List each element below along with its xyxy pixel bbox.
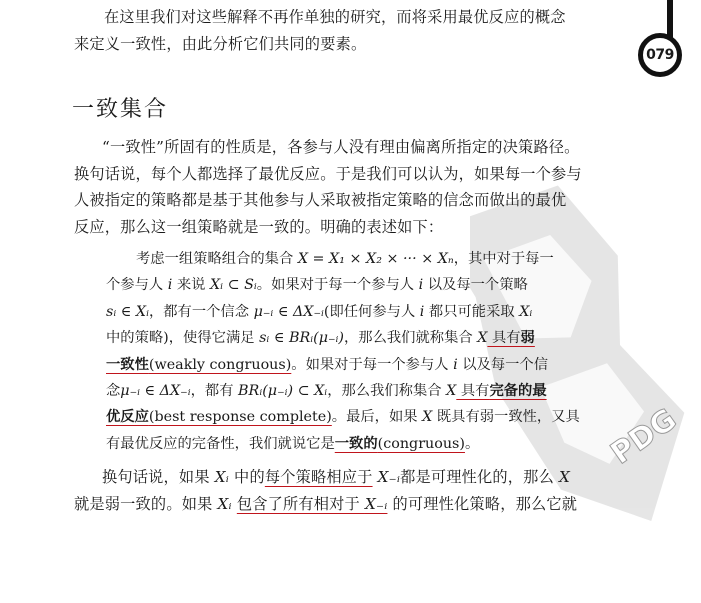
intro-paragraph: [74, 4, 624, 57]
term-weak: 弱: [520, 330, 535, 347]
intro-line-2: 来定义一致性，由此分析它们共同的要素。: [74, 34, 367, 53]
def-math: X: [477, 330, 488, 347]
para2-text: 都是可理性化的，那么: [400, 468, 559, 486]
def-text: 以及每一个信: [457, 356, 549, 373]
para2-math: X: [558, 468, 570, 486]
def-math: X: [446, 383, 457, 400]
term-weakly-congruous: 一致性: [106, 356, 149, 373]
para2-underlined: 包含了所有相对于: [236, 494, 365, 513]
def-math: i: [453, 356, 458, 373]
def-line-7: [106, 404, 596, 430]
def-line-4: [106, 325, 596, 351]
def-text: 。: [464, 435, 480, 452]
para1-line-1: “一致性”所固有的性质是，各参与人没有理由偏离所指定的决策路径。: [102, 138, 580, 156]
para2-math: Xᵢ: [217, 494, 232, 513]
para2-math: X₋ᵢ: [372, 468, 401, 486]
para1-line-2: 换句话说，每个人都选择了最优反应。于是我们可以认为，如果每一个参与: [74, 164, 582, 183]
term-congruous: 一致的: [334, 435, 378, 452]
para2-text: 就是弱一致的。如果: [74, 494, 218, 513]
definition-block: [106, 246, 596, 457]
def-line-1: [106, 246, 596, 272]
def-text: ，都有一个信念: [148, 303, 254, 320]
page-number: 079: [646, 47, 674, 63]
def-line-6: [106, 378, 596, 404]
term-weakly-congruous-en: (weakly congruous): [148, 356, 292, 373]
def-text: ，那么我们称集合: [327, 383, 447, 400]
def-line-5: [106, 352, 596, 378]
def-math: sᵢ ∈ Xᵢ: [106, 303, 149, 320]
paragraph-1: [74, 134, 594, 240]
def-text: 念: [106, 383, 121, 400]
def-math: sᵢ ∈ BRᵢ(μ₋ᵢ): [259, 330, 344, 347]
def-line-3: [106, 299, 596, 325]
watermark-text: PDG: [604, 401, 684, 472]
def-text: 以及每一个策略: [423, 277, 528, 294]
def-math: X = X₁ × X₂ × ··· × Xₙ: [297, 251, 454, 267]
def-line-2: [106, 272, 596, 298]
para2-text: 换句话说，如果: [102, 468, 215, 486]
def-text: ，那么我们就称集合: [344, 330, 478, 347]
section-title: 一致集合: [72, 97, 169, 122]
paragraph-2: [74, 464, 594, 517]
def-text: 来说: [172, 277, 210, 294]
def-text: 都只可能采取: [424, 303, 520, 320]
para2-underlined: 每个策略相应于: [264, 468, 373, 486]
def-math: i: [167, 277, 173, 294]
page-number-badge: [638, 33, 682, 77]
para2-math: X₋ᵢ: [364, 494, 388, 513]
term-best-response: 优反应: [106, 409, 149, 426]
def-text: 具有: [456, 383, 490, 400]
def-math: Xᵢ ⊂ Sᵢ: [210, 277, 257, 294]
para1-line-4: 反应，那么这一组策略就是一致的。明确的表述如下：: [74, 217, 444, 236]
def-text: 。如果对于每一个参与人: [291, 356, 454, 373]
para2-line-1: [74, 464, 594, 491]
def-line-8: [106, 431, 596, 457]
def-math: μ₋ᵢ ∈ ΔX₋ᵢ: [253, 303, 324, 320]
def-text: 既具有弱一致性，又具: [432, 409, 580, 426]
def-math: BRᵢ(μ₋ᵢ) ⊂ Xᵢ: [238, 383, 328, 400]
def-text: 中的策略)，使得它满足: [106, 330, 260, 347]
def-text: 具有: [487, 330, 521, 347]
term-congruous-en: (congruous): [377, 435, 465, 452]
def-text: 。如果对于每一个参与人: [256, 277, 419, 294]
para2-text: 的可理性化策略，那么它就: [387, 494, 578, 513]
def-math: i: [418, 277, 424, 294]
def-text: (即任何参与人: [323, 303, 420, 320]
para2-text: 中的: [229, 468, 265, 486]
def-math: X: [422, 409, 433, 426]
para2-math: Xᵢ: [214, 468, 230, 486]
def-math: Xᵢ: [519, 303, 533, 320]
term-best-response-complete-en: (best response complete): [148, 409, 332, 426]
def-math: μ₋ᵢ ∈ ΔX₋ᵢ: [120, 383, 191, 400]
intro-line-1: 在这里我们对这些解释不再作单独的研究，而将采用最优反应的概念: [104, 8, 566, 26]
def-text: 考虑一组策略组合的集合: [136, 251, 298, 267]
term-best-response-complete: 完备的最: [489, 383, 547, 400]
def-math: i: [419, 303, 425, 320]
def-text: 有最优反应的完备性，我们就说它是: [106, 435, 335, 452]
para1-line-3: 人被指定的策略都是基于其他参与人采取被指定策略的信念而做出的最优: [74, 191, 567, 209]
def-text: ，都有: [190, 383, 239, 400]
para2-line-2: [74, 491, 594, 518]
def-text: 个参与人: [106, 277, 168, 294]
def-text: ，其中对于每一: [453, 251, 554, 267]
def-text: 。最后，如果: [331, 409, 423, 426]
